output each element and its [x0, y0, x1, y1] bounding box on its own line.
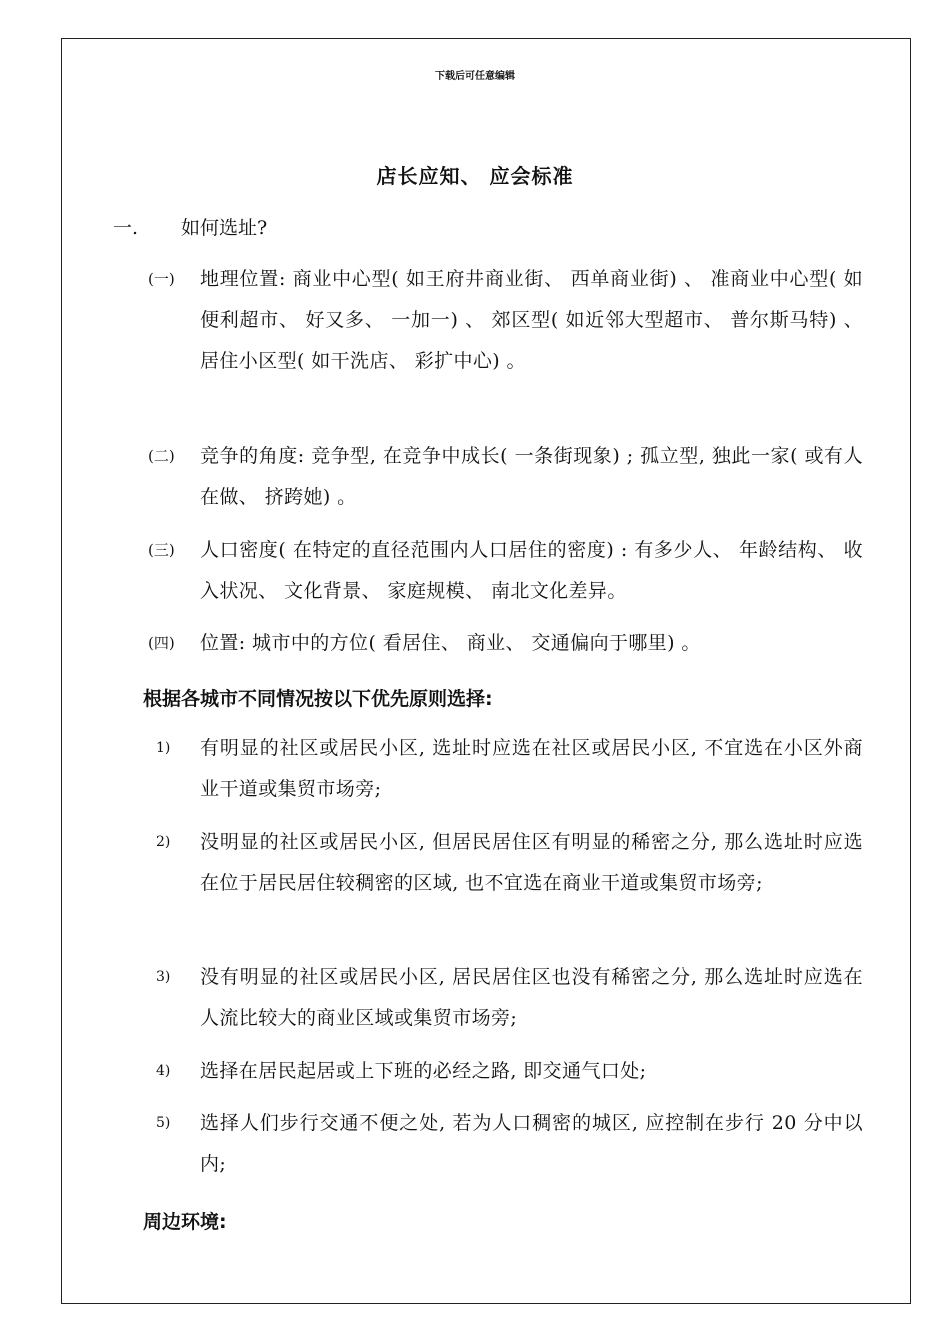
- surroundings-heading: 周边环境:: [143, 1211, 227, 1233]
- item-marker: (三): [148, 541, 175, 559]
- item-marker: (四): [148, 634, 175, 652]
- rule-text: 没有明显的社区或居民小区, 居民居住区也没有稀密之分, 那么选址时应选在人流比较大的商业区域或集贸市场旁;: [200, 966, 863, 1029]
- item-marker: (一): [148, 270, 175, 288]
- priority-rule-item: [148, 957, 863, 1039]
- rule-marker: 3): [156, 969, 171, 985]
- document-title: 店长应知、 应会标准: [376, 164, 574, 188]
- rule-marker: 2): [156, 834, 171, 850]
- item-text: 人口密度( 在特定的直径范围内人口居住的密度) : 有多少人、 年龄结构、 收入状况、 文化背景、 家庭规模、 南北文化差异。: [200, 539, 863, 602]
- location-type-item: [148, 259, 863, 382]
- section-heading: [113, 213, 267, 240]
- rule-marker: 4): [156, 1063, 171, 1079]
- section-number: 一.: [113, 217, 139, 239]
- priority-rule-item: [148, 1051, 863, 1092]
- header-note: 下载后可任意编辑: [435, 71, 515, 82]
- rule-marker: 1): [156, 740, 171, 756]
- priority-rule-item: [148, 728, 863, 810]
- rule-text: 没明显的社区或居民小区, 但居民居住区有明显的稀密之分, 那么选址时应选在位于居民居住较稠密的区域, 也不宜选在商业干道或集贸市场旁;: [200, 831, 863, 894]
- section-title: 如何选址?: [181, 217, 268, 239]
- item-text: 位置: 城市中的方位( 看居住、 商业、 交通偏向于哪里) 。: [200, 632, 701, 654]
- item-text: 竞争的角度: 竞争型, 在竞争中成长( 一条街现象) ; 孤立型, 独此一家( 或有人在做、 挤跨她) 。: [200, 445, 863, 508]
- rule-marker: 5): [156, 1115, 171, 1131]
- location-type-item: [148, 530, 863, 612]
- priority-rule-item: [148, 822, 863, 904]
- item-text: 地理位置: 商业中心型( 如王府井商业街、 西单商业街) 、 准商业中心型( 如便利超市、 好又多、 一加一) 、 郊区型( 如近邻大型超市、 普尔斯马特) 、 居住小区型( 如干洗店、 彩扩中心) 。: [200, 268, 863, 372]
- location-type-item: [148, 436, 863, 518]
- rule-text: 选择在居民起居或上下班的必经之路, 即交通气口处;: [200, 1060, 647, 1082]
- priority-rule-item: [148, 1103, 863, 1185]
- rule-text: 有明显的社区或居民小区, 选址时应选在社区或居民小区, 不宜选在小区外商业干道或集贸市场旁;: [200, 737, 863, 800]
- priority-heading: 根据各城市不同情况按以下优先原则选择:: [143, 688, 493, 710]
- location-type-item: [148, 623, 863, 664]
- item-marker: (二): [148, 447, 175, 465]
- rule-text: 选择人们步行交通不便之处, 若为人口稠密的城区, 应控制在步行 20 分中以内;: [200, 1112, 863, 1175]
